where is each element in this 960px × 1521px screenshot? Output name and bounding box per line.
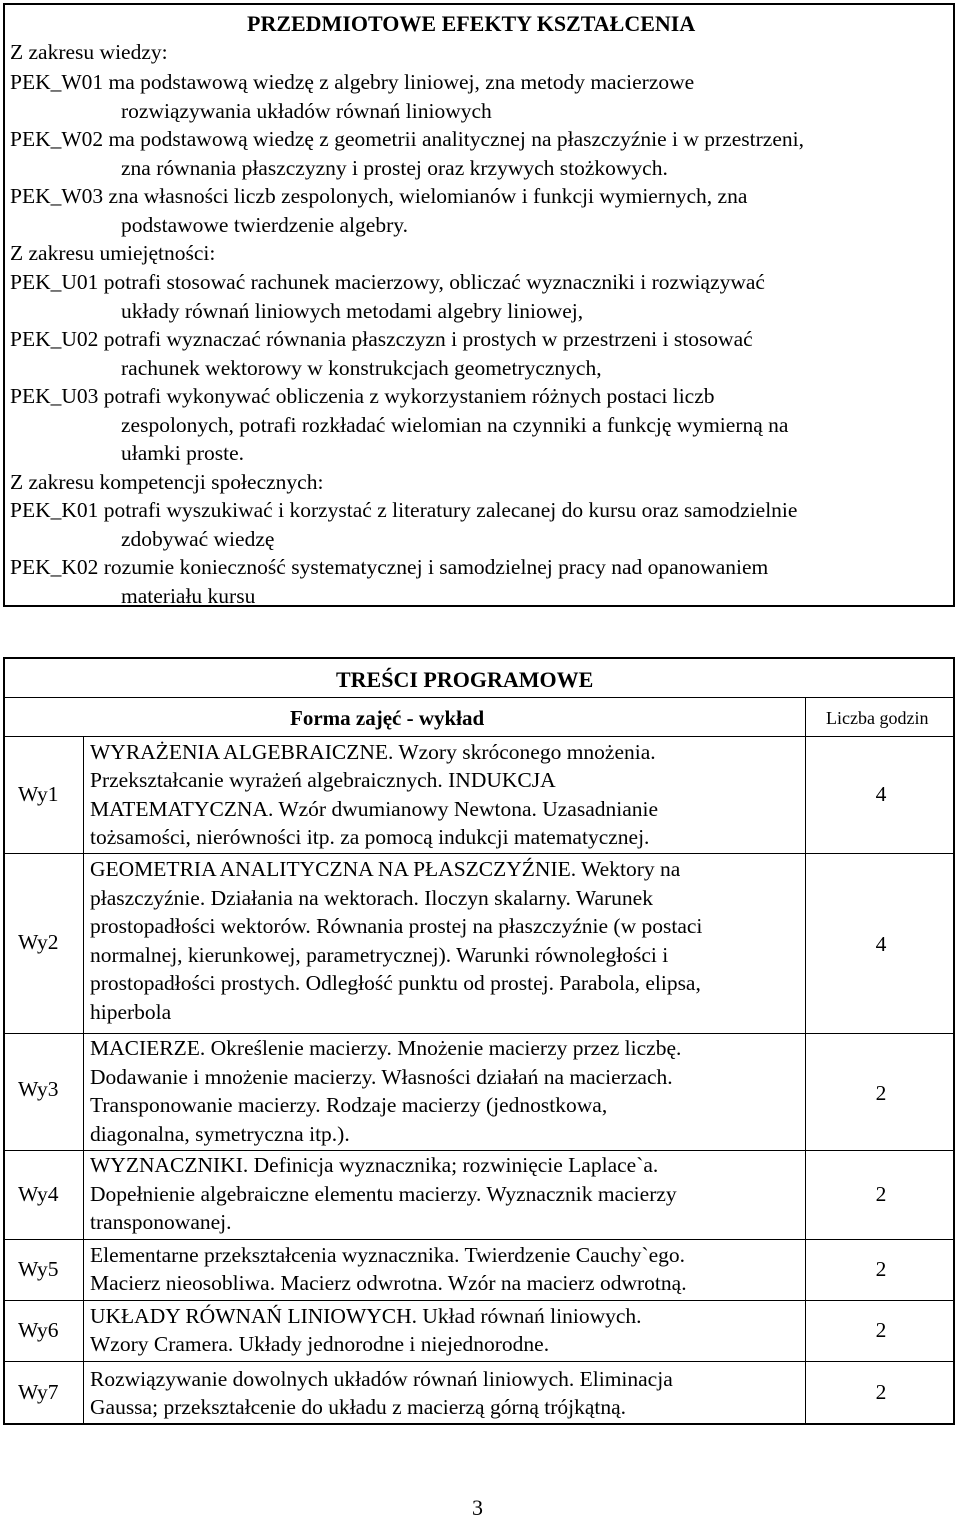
outcome-k01-line1: PEK_K01 potrafi wyszukiwać i korzystać z literatury zalecanej do kursu oraz samodzielnie [10, 498, 798, 522]
row-content-line: WYRAŻENIA ALGEBRAICZNE. Wzory skróconego mnożenia. [90, 740, 656, 764]
row-content-line: Wzory Cramera. Układy jednorodne i niejednorodne. [90, 1332, 550, 1356]
row-content-line: MATEMATYCZNA. Wzór dwumianowy Newtona. Uzasadnianie [90, 797, 659, 821]
row-hours: 2 [875, 1257, 887, 1281]
knowledge-heading: Z zakresu wiedzy: [10, 40, 168, 64]
row-content-line: prostopadłości prostych. Odległość punktu od prostej. Parabola, elipsa, [90, 971, 701, 995]
row-code: Wy7 [18, 1380, 59, 1404]
table-rule [3, 1361, 955, 1362]
row-content-line: Elementarne przekształcenia wyznacznika. Twierdzenie Cauchy`ego. [90, 1243, 686, 1267]
row-hours: 2 [875, 1380, 887, 1404]
outcomes-title: PRZEDMIOTOWE EFEKTY KSZTAŁCENIA [247, 11, 696, 36]
outcome-u01-line1: PEK_U01 potrafi stosować rachunek macierzowy, obliczać wyznaczniki i rozwiązywać [10, 270, 765, 294]
row-content-line: prostopadłości wektorów. Równania prostej na płaszczyźnie (w postaci [90, 914, 703, 938]
table-rule [3, 853, 955, 854]
row-content-line: Gaussa; przekształcenie do układu z macierzą górną trójkątną. [90, 1395, 627, 1419]
table-rule [3, 736, 83, 737]
row-code: Wy4 [18, 1182, 59, 1206]
competence-heading: Z zakresu kompetencji społecznych: [10, 470, 324, 494]
row-content-line: Rozwiązywanie dowolnych układów równań liniowych. Eliminacja [90, 1367, 673, 1391]
row-content-line: Dodawanie i mnożenie macierzy. Własności działań na macierzach. [90, 1065, 673, 1089]
row-hours: 2 [875, 1182, 887, 1206]
row-content-line: Transponowanie macierzy. Rodzaje macierzy (jednostkowa, [90, 1093, 608, 1117]
skills-heading: Z zakresu umiejętności: [10, 241, 216, 265]
outcome-u03-line3: ułamki proste. [121, 441, 245, 465]
row-content-line: WYZNACZNIKI. Definicja wyznacznika; rozwinięcie Laplace`a. [90, 1153, 659, 1177]
table-rule [3, 1033, 955, 1034]
row-code: Wy6 [18, 1318, 59, 1342]
outcome-w01-line1: PEK_W01 ma podstawową wiedzę z algebry liniowej, zna metody macierzowe [10, 70, 695, 94]
table-rule [3, 1239, 955, 1240]
table-rule [3, 697, 955, 698]
outcome-u03-line2: zespolonych, potrafi rozkładać wielomian na czynniki a funkcję wymierną na [121, 413, 789, 437]
row-hours: 4 [875, 782, 887, 806]
row-content-line: tożsamości, nierówności itp. za pomocą indukcji matematycznej. [90, 825, 650, 849]
form-header: Forma zajęć - wykład [290, 706, 485, 730]
outcome-w03-line2: podstawowe twierdzenie algebry. [121, 213, 408, 237]
table-rule [83, 736, 955, 737]
outcome-u02-line2: rachunek wektorowy w konstrukcjach geometrycznych, [121, 356, 602, 380]
row-content-line: MACIERZE. Określenie macierzy. Mnożenie macierzy przez liczbę. [90, 1036, 682, 1060]
hours-header: Liczba godzin [826, 708, 929, 728]
table-column-rule [805, 697, 806, 1425]
row-content-line: UKŁADY RÓWNAŃ LINIOWYCH. Układ równań liniowych. [90, 1304, 642, 1328]
program-title: TREŚCI PROGRAMOWE [336, 667, 594, 692]
table-rule [3, 1150, 955, 1151]
row-content-line: transponowanej. [90, 1210, 232, 1234]
row-content-line: hiperbola [90, 1000, 172, 1024]
row-content-line: diagonalna, symetryczna itp.). [90, 1122, 350, 1146]
row-content-line: Macierz nieosobliwa. Macierz odwrotna. Wzór na macierz odwrotną. [90, 1271, 687, 1295]
outcome-k02-line1: PEK_K02 rozumie konieczność systematycznej i samodzielnej pracy nad opanowaniem [10, 555, 769, 579]
page-number: 3 [472, 1495, 483, 1520]
row-content-line: Dopełnienie algebraiczne elementu macierzy. Wyznacznik macierzy [90, 1182, 677, 1206]
row-hours: 2 [875, 1318, 887, 1342]
outcome-u03-line1: PEK_U03 potrafi wykonywać obliczenia z wykorzystaniem różnych postaci liczb [10, 384, 715, 408]
row-hours: 4 [875, 932, 887, 956]
row-code: Wy3 [18, 1077, 59, 1101]
outcome-w03-line1: PEK_W03 zna własności liczb zespolonych, wielomianów i funkcji wymiernych, zna [10, 184, 748, 208]
outcome-u01-line2: układy równań liniowych metodami algebry liniowej, [121, 299, 584, 323]
row-content-line: normalnej, kierunkowej, parametrycznej). Warunki równoległości i [90, 943, 669, 967]
table-rule [3, 1300, 955, 1301]
row-code: Wy2 [18, 930, 59, 954]
outcome-w01-line2: rozwiązywania układów równań liniowych [121, 99, 492, 123]
row-content-line: GEOMETRIA ANALITYCZNA NA PŁASZCZYŹNIE. Wektory na [90, 857, 681, 881]
outcome-w02-line2: zna równania płaszczyzny i prostej oraz krzywych stożkowych. [121, 156, 668, 180]
row-hours: 2 [875, 1081, 887, 1105]
row-content-line: Przekształcanie wyrażeń algebraicznych. INDUKCJA [90, 768, 556, 792]
row-code: Wy1 [18, 782, 59, 806]
row-content-line: płaszczyźnie. Działania na wektorach. Iloczyn skalarny. Warunek [90, 886, 653, 910]
outcome-k02-line2: materiału kursu [121, 584, 256, 608]
outcome-k01-line2: zdobywać wiedzę [121, 527, 275, 551]
row-code: Wy5 [18, 1257, 59, 1281]
table-column-rule [83, 736, 84, 1425]
outcome-w02-line1: PEK_W02 ma podstawową wiedzę z geometrii analitycznej na płaszczyźnie i w przestrzeni, [10, 127, 804, 151]
outcome-u02-line1: PEK_U02 potrafi wyznaczać równania płaszczyzn i prostych w przestrzeni i stosować [10, 327, 753, 351]
